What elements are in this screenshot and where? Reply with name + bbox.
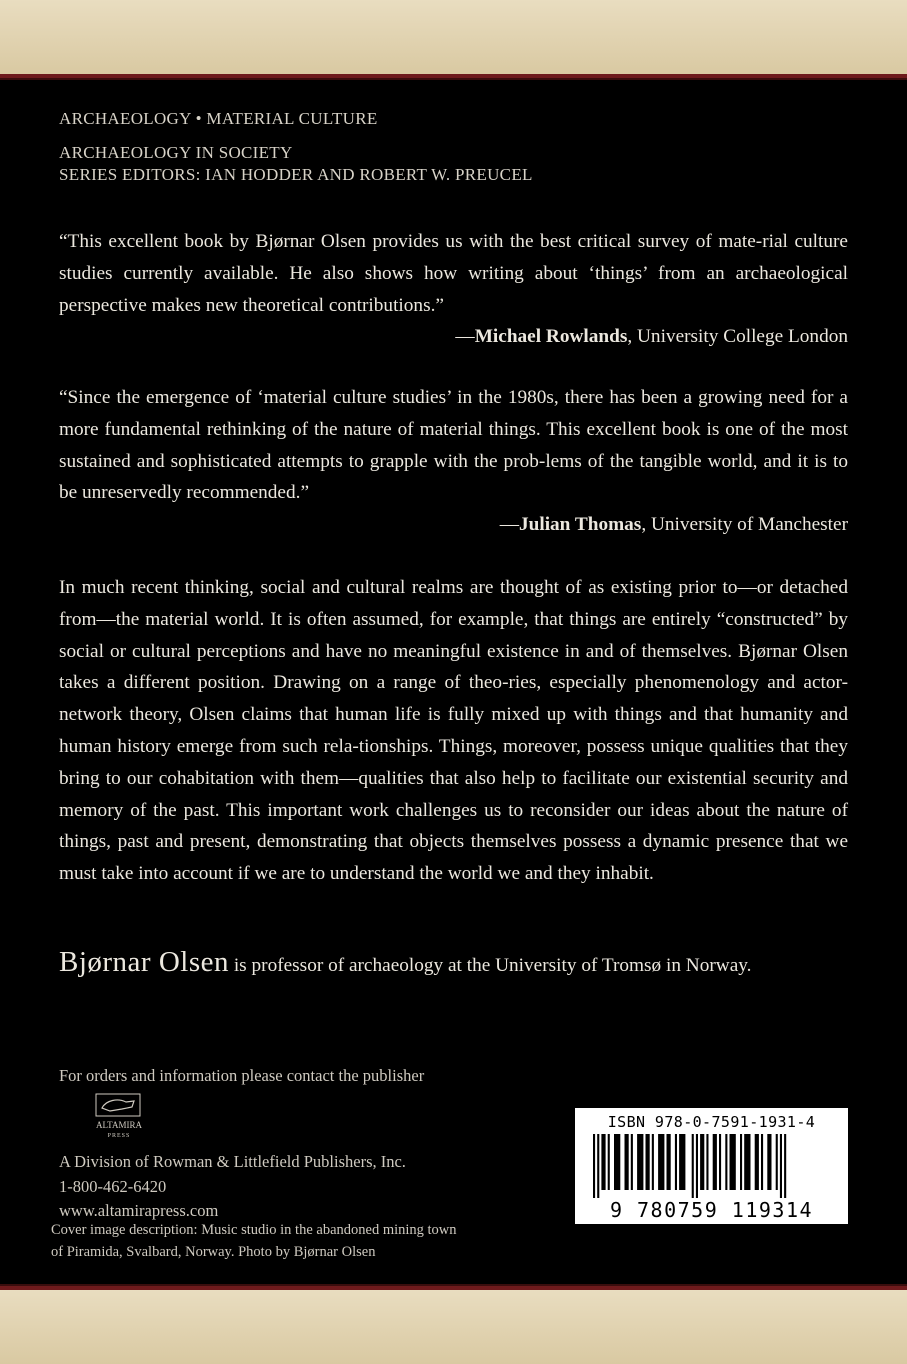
barcode-bar bbox=[608, 1134, 610, 1190]
barcode-bar bbox=[614, 1134, 620, 1190]
barcode-bar bbox=[700, 1134, 704, 1190]
barcode-bar bbox=[658, 1134, 664, 1190]
logo-wordmark: ALTAMIRA bbox=[96, 1120, 142, 1130]
barcode-bar bbox=[713, 1134, 717, 1190]
barcode-bar bbox=[625, 1134, 629, 1190]
blurb-attribution bbox=[59, 509, 848, 541]
reviewer-affiliation: , University of Manchester bbox=[641, 514, 848, 536]
barcode-bar bbox=[730, 1134, 736, 1190]
author-name: Bjørnar Olsen bbox=[59, 946, 229, 978]
series-name: ARCHAEOLOGY IN SOCIETY bbox=[59, 143, 293, 162]
barcode-bar bbox=[692, 1134, 694, 1198]
barcode-bar bbox=[744, 1134, 750, 1190]
altamira-logo-icon bbox=[88, 1092, 150, 1140]
barcode-bar bbox=[696, 1134, 698, 1198]
author-bio-text: is professor of archaeology at the University of Tromsø in Norway. bbox=[229, 955, 752, 976]
barcode-bar bbox=[725, 1134, 727, 1190]
barcode-bar bbox=[755, 1134, 759, 1190]
reviewer-affiliation: , University College London bbox=[627, 326, 848, 348]
barcode-bar bbox=[646, 1134, 650, 1190]
barcode-bar bbox=[593, 1134, 595, 1198]
book-description bbox=[59, 572, 848, 890]
logo-press: PRESS bbox=[107, 1133, 131, 1139]
reviewer-name: Julian Thomas bbox=[518, 514, 642, 536]
isbn-barcode bbox=[575, 1108, 848, 1224]
barcode-digits: 9 780759 119314 bbox=[609, 1198, 814, 1222]
barcode-bar bbox=[706, 1134, 708, 1190]
publisher-division: A Division of Rowman & Littlefield Publishers, Inc. bbox=[59, 1152, 406, 1171]
contact-line: For orders and information please contact the publisher bbox=[59, 1066, 425, 1085]
barcode-bar bbox=[767, 1134, 771, 1190]
blurb-1 bbox=[59, 226, 848, 353]
barcode-bar bbox=[601, 1134, 605, 1190]
barcode-bar bbox=[675, 1134, 677, 1190]
barcode-bar bbox=[597, 1134, 599, 1198]
altamira-logo bbox=[88, 1092, 150, 1140]
barcode-bar bbox=[652, 1134, 654, 1190]
barcode-bar bbox=[637, 1134, 643, 1190]
attribution-dash: — bbox=[499, 514, 519, 536]
barcode-bar bbox=[784, 1134, 786, 1198]
barcode-bar bbox=[667, 1134, 671, 1190]
barcode-bar bbox=[761, 1134, 763, 1190]
bottom-decorative-band bbox=[0, 1286, 907, 1364]
attribution-dash: — bbox=[455, 326, 475, 348]
author-bio bbox=[59, 946, 848, 979]
barcode-bar bbox=[631, 1134, 633, 1190]
blurb-2 bbox=[59, 382, 848, 541]
credit-line-1: Cover image description: Music studio in the abandoned mining town bbox=[51, 1222, 457, 1238]
reviewer-name: Michael Rowlands bbox=[474, 326, 628, 348]
isbn-label: ISBN 978-0-7591-1931-4 bbox=[607, 1113, 816, 1131]
publisher-phone: 1-800-462-6420 bbox=[59, 1176, 167, 1196]
description-text: In much recent thinking, social and cultural realms are thought of as existing prior to—or detached from—the material world. It is often assumed, for example, that things are entirely “constructed” by social or cultural perceptions and have no meaningful existence in and of themselves. Bjørnar Olsen takes a different position. Drawing on a range of theo-ries, especially phenomenology and actor-network theory, Olsen claims that human life is fully mixed up with things and that humanity and human history emerge from such rela-tionships. Things, moreover, possess unique qualities that they bring to our cohabitation with them—qualities that also help to facilitate our existential security and memory of the past. This important work challenges us to reconsider our ideas about the nature of things, past and present, demonstrating that objects themselves possess a dynamic presence that we must take into account if we are to understand the world we and they inhabit. bbox=[59, 577, 848, 885]
barcode-bar bbox=[719, 1134, 721, 1190]
blurb-quote: “This excellent book by Bjørnar Olsen provides us with the best critical survey of mate-rial culture studies currently available. He also shows how writing about ‘things’ from an archaeological perspective makes new theoretical contributions.” bbox=[59, 231, 848, 316]
barcode-bar bbox=[740, 1134, 742, 1190]
blurb-quote: “Since the emergence of ‘material culture studies’ in the 1980s, there has been a growing need for a more fundamental rethinking of the nature of material things. This excellent book is one of the most sustained and sophisticated attempts to grapple with the prob-lems of the tangible world, and it is to be unreservedly recommended.” bbox=[59, 387, 848, 504]
barcode-bar bbox=[780, 1134, 782, 1198]
blurb-attribution bbox=[59, 321, 848, 353]
header-block bbox=[59, 108, 848, 186]
series-editors: SERIES EDITORS: IAN HODDER AND ROBERT W. PREUCEL bbox=[59, 165, 533, 184]
barcode-bars bbox=[585, 1134, 838, 1198]
barcode-bar bbox=[776, 1134, 778, 1190]
publisher-contact bbox=[59, 1064, 848, 1089]
cover-image-credit bbox=[51, 1220, 840, 1263]
barcode-bar bbox=[679, 1134, 685, 1190]
top-decorative-band bbox=[0, 0, 907, 78]
subject-categories: ARCHAEOLOGY • MATERIAL CULTURE bbox=[59, 109, 378, 128]
credit-line-2: of Piramida, Svalbard, Norway. Photo by Bjørnar Olsen bbox=[51, 1243, 376, 1260]
publisher-website: www.altamirapress.com bbox=[59, 1201, 219, 1220]
